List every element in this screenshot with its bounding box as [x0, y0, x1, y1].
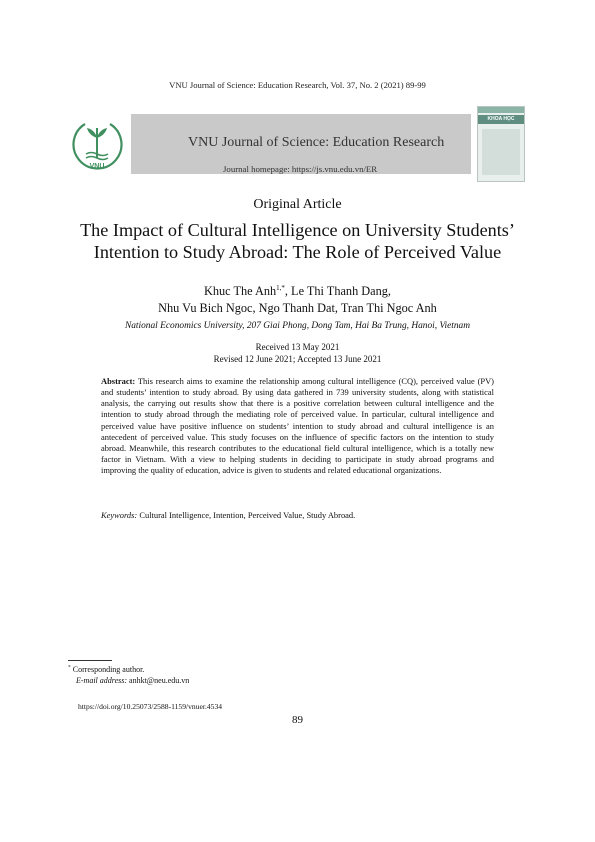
- email-address[interactable]: anhkt@neu.edu.vn: [129, 675, 190, 685]
- article-dates: [0, 342, 595, 365]
- authors-line-2: Nhu Vu Bich Ngoc, Ngo Thanh Dat, Tran Thi Ngoc Anh: [158, 301, 437, 315]
- journal-cover-thumbnail: [477, 106, 525, 182]
- email-label: E-mail address:: [76, 675, 128, 685]
- cover-label: KHOA HỌC: [487, 116, 515, 122]
- footnote: [68, 665, 189, 686]
- running-head: VNU Journal of Science: Education Research, Vol. 37, No. 2 (2021) 89-99: [169, 80, 426, 90]
- doi-link[interactable]: https://doi.org/10.25073/2588-1159/vnuer.4534: [78, 702, 223, 711]
- svg-text:VNU: VNU: [89, 163, 105, 170]
- authors-line-1-rest: , Le Thi Thanh Dang,: [284, 284, 392, 298]
- corresponding-author: Corresponding author.: [72, 665, 145, 674]
- keywords-label: Keywords:: [101, 510, 138, 520]
- revised-accepted-date: Revised 12 June 2021; Accepted 13 June 2021: [213, 353, 382, 364]
- article-type: Original Article: [253, 197, 342, 212]
- footnote-mark: *: [68, 664, 71, 671]
- title-line-2: Intention to Study Abroad: The Role of Perceived Value: [93, 242, 502, 262]
- affiliation: National Economics University, 207 Giai Phong, Dong Tam, Hai Ba Trung, Hanoi, Vietnam: [124, 321, 471, 331]
- abstract-label: Abstract:: [101, 376, 136, 386]
- author-first: Khuc The Anh: [203, 284, 277, 298]
- journal-banner: [69, 106, 525, 184]
- author-affil-sup: 1,*: [276, 283, 285, 292]
- journal-title: VNU Journal of Science: Education Research: [188, 135, 445, 150]
- article-title: [60, 219, 535, 263]
- banner-title-band: [131, 114, 471, 174]
- journal-homepage: Journal homepage: https://js.vnu.edu.vn/ER: [223, 164, 378, 174]
- keywords-text: Cultural Intelligence, Intention, Perceived Value, Study Abroad.: [139, 510, 356, 520]
- abstract: [101, 376, 494, 476]
- received-date: Received 13 May 2021: [255, 342, 340, 352]
- title-line-1: The Impact of Cultural Intelligence on University Students’: [80, 220, 515, 240]
- vnu-logo-icon: [69, 114, 126, 174]
- footnote-rule: [68, 660, 112, 661]
- author-list: [0, 283, 595, 317]
- abstract-text: This research aims to examine the relationship among cultural intelligence (CQ), perceived value (PV) and students’ intention to study abroad. By using data gathered in 739 university students, along with statistical analysis, the carrying out results show that there is a positive correlation between cultural intelligence and the intention to study abroad through the mediating role of perceived value. In particular, cultural intelligence and perceived value have positive influence on students’ intention to study abroad and cultural intelligence is an antecedent of perceived value. This study focuses on the influence of specific factors on the intention to study abroad. Meanwhile, this research contributes to the educational field cultural intelligence, which is a totally new factor in Vietnam. With a view to helping students in deciding to participate in study abroad programs and improving the quality of education, advice is given to students and related educational organizations.: [101, 376, 494, 476]
- keywords: [101, 510, 494, 520]
- page-number: 89: [292, 714, 303, 726]
- authors-line-1: [0, 283, 595, 300]
